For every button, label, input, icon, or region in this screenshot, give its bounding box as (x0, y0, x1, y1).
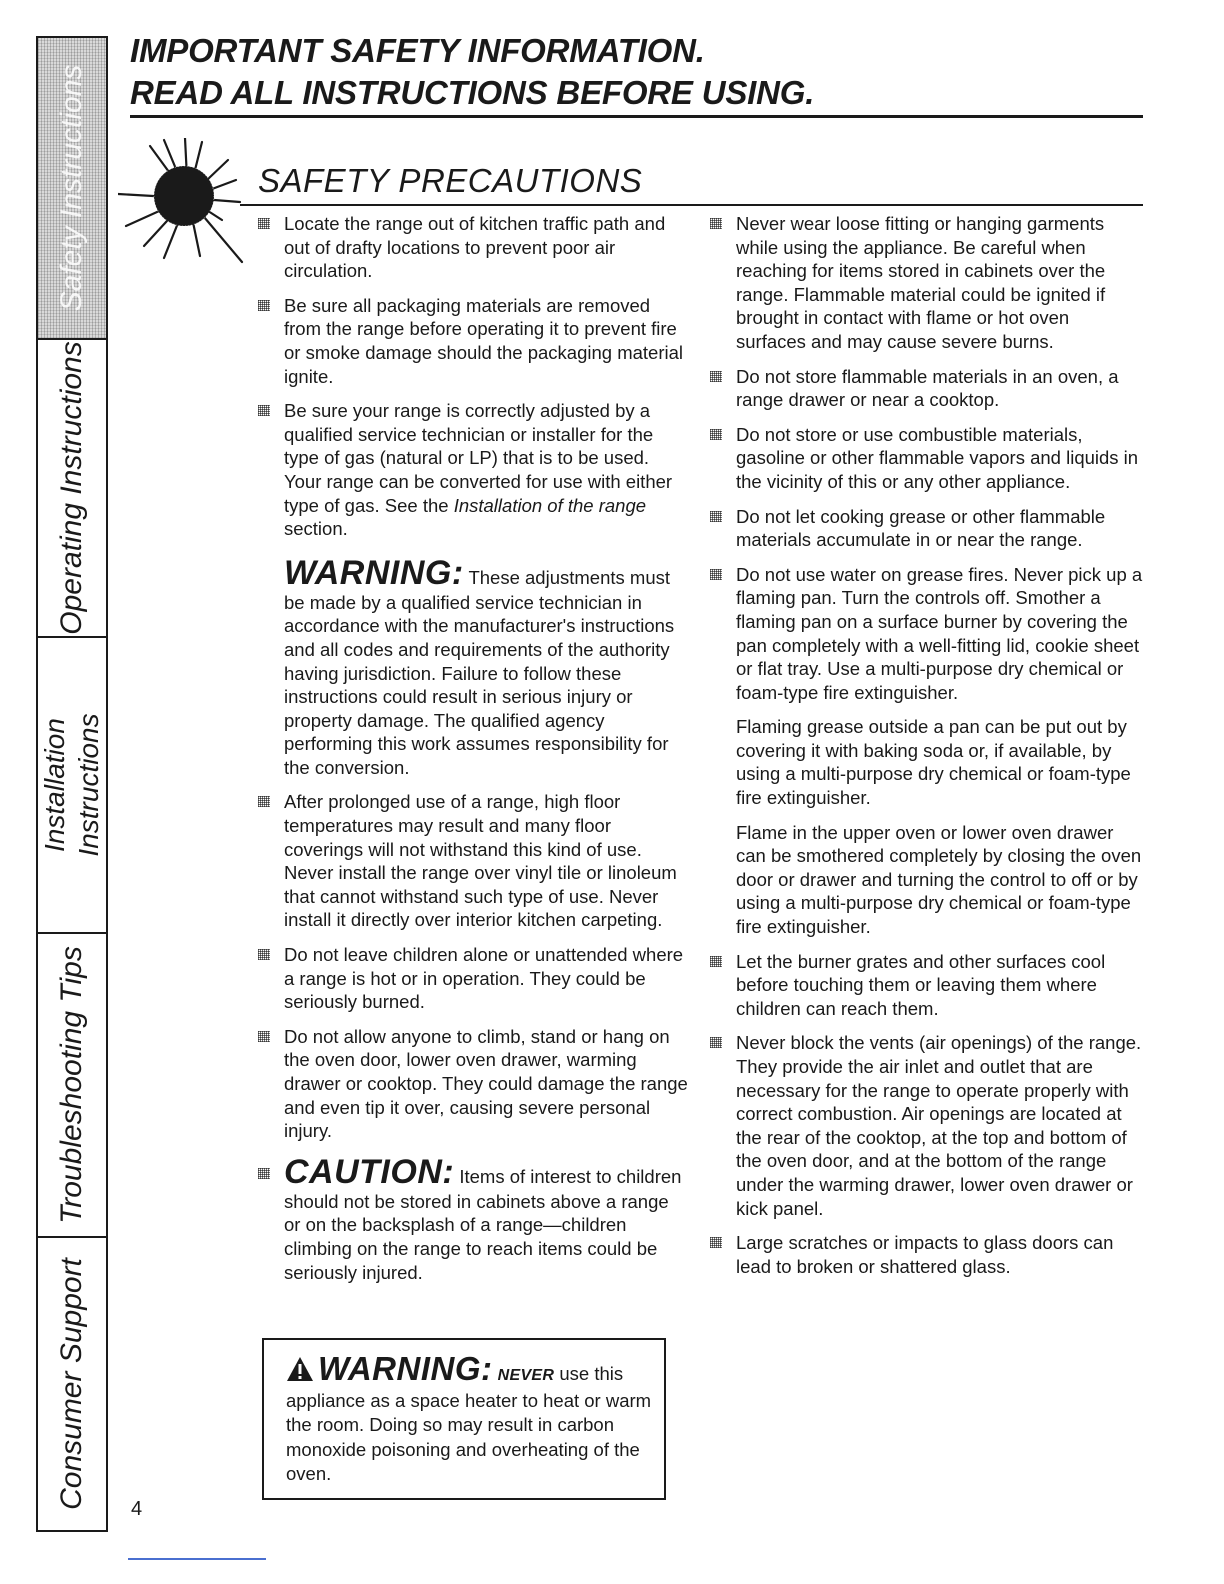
warning-label: WARNING: (284, 553, 464, 592)
tab-label-line: Instructions (73, 713, 104, 857)
page-title (130, 30, 1142, 114)
square-bullet-icon (258, 949, 270, 960)
title-divider (130, 115, 1143, 118)
list-item (258, 1025, 690, 1143)
tab-installation-instructions[interactable] (38, 638, 106, 934)
list-item (710, 365, 1144, 412)
list-item (258, 790, 690, 932)
list-item (710, 505, 1144, 552)
title-line: READ ALL INSTRUCTIONS BEFORE USING. (130, 74, 815, 111)
warning-label: WARNING: (318, 1350, 493, 1387)
warning-triangle-icon (286, 1356, 314, 1382)
page-number: 4 (131, 1498, 143, 1520)
footer-divider (128, 1558, 266, 1560)
square-bullet-icon (710, 956, 722, 967)
list-item (258, 943, 690, 1014)
square-bullet-icon (710, 371, 722, 382)
tab-label: Safety Instructions (55, 64, 88, 312)
tab-troubleshooting-tips[interactable] (38, 934, 106, 1238)
starburst-icon (118, 138, 258, 268)
tab-label: Operating Instructions (55, 341, 88, 635)
paragraph: Flaming grease outside a pan can be put out by covering it with baking soda or, if available, by using a multi-purpose dry chemical or foam-type fire extinguisher. (736, 716, 1131, 809)
tab-operating-instructions[interactable] (38, 340, 106, 638)
warning-text: be made by a qualified service technician in accordance with the manufacturer's instructions and all codes and requirements of the authority having jurisdiction. Failure to follow these instructions could result in serious injury or property damage. The qualified agency performing this work assumes responsibility for the conversion. (284, 591, 675, 778)
square-bullet-icon (258, 300, 270, 311)
square-bullet-icon (258, 1031, 270, 1042)
item-text: Never block the vents (air openings) of the range. They provide the air inlet and outlet that are necessary for the range to operate properly with correct combustion. Air openings are located at the rear of the cooktop, at the top and bottom of the oven door, and at the bottom of the range under the warming drawer, lower oven drawer or kick panel. (736, 1032, 1142, 1219)
item-text: Be sure your range is correctly adjusted by a qualified service technician or installer for the type of gas (natural or LP) that is to be used. Your range can be converted for use with either type of gas. See the (284, 400, 673, 516)
paragraph: Flame in the upper oven or lower oven drawer can be smothered completely by closing the oven door or drawer and turning the control to off or by using a multi-purpose dry chemical or foam-type fire extinguisher. (736, 821, 1142, 938)
list-item (710, 212, 1144, 354)
square-bullet-icon (710, 569, 722, 580)
section-heading: SAFETY PRECAUTIONS (258, 162, 643, 199)
section-tab-strip (36, 36, 108, 1532)
item-text: Large scratches or impacts to glass doors can lead to broken or shattered glass. (736, 1232, 1114, 1277)
warning-box (262, 1338, 666, 1500)
list-item (710, 1231, 1144, 1278)
item-text: Do not use water on grease fires. Never pick up a flaming pan. Turn the controls off. Smother a flaming pan on a surface burner by covering the pan completely with a well-fitting lid, cookie sheet or flat tray. Use a multi-purpose dry chemical or foam-type fire extinguisher. (736, 563, 1143, 703)
caution-label: CAUTION: (284, 1152, 455, 1191)
item-text: Locate the range out of kitchen traffic path and out of drafty locations to prevent poor air circulation. (284, 213, 666, 282)
tab-label: Troubleshooting Tips (55, 946, 88, 1224)
item-text: Never wear loose fitting or hanging garments while using the appliance. Be careful when reaching for items stored in cabinets over the range. Flammable material could be ignited if brought in contact with flame or hot oven surfaces and may cause severe burns. (736, 213, 1106, 352)
list-item (710, 563, 1144, 705)
caution-text: should not be stored in cabinets above a range or on the backsplash of a range—children climbing on the range to reach items could be seriously injured. (284, 1190, 669, 1283)
square-bullet-icon (258, 218, 270, 229)
list-item (710, 950, 1144, 1021)
square-bullet-icon (258, 796, 270, 807)
right-column (710, 212, 1144, 1289)
title-line: IMPORTANT SAFETY INFORMATION. (130, 32, 705, 69)
square-bullet-icon (710, 218, 722, 229)
list-item (258, 212, 690, 283)
square-bullet-icon (710, 1037, 722, 1048)
caution-lead: Items of interest to children (454, 1165, 682, 1187)
tab-label-line: Installation (39, 718, 70, 852)
square-bullet-icon (710, 429, 722, 440)
list-item (258, 294, 690, 388)
item-text: section. (284, 518, 348, 540)
heading-divider (240, 204, 1143, 206)
item-text: Let the burner grates and other surfaces cool before touching them or leaving them where children can reach them. (736, 950, 1106, 1019)
tab-consumer-support[interactable] (38, 1238, 106, 1530)
item-text: Be sure all packaging materials are removed from the range before operating it to prevent fire or smoke damage should the packaging material ignite. (284, 294, 684, 387)
tab-safety-instructions[interactable] (38, 38, 106, 340)
square-bullet-icon (258, 405, 270, 416)
section-reference: Installation of the range (453, 494, 647, 516)
item-text: Do not let cooking grease or other flammable materials accumulate in or near the range. (736, 505, 1106, 551)
list-item (710, 423, 1144, 494)
tab-label: Consumer Support (55, 1258, 88, 1510)
item-text: Do not leave children alone or unattended where a range is hot or in operation. They could be seriously burned. (284, 944, 684, 1013)
left-column (258, 212, 690, 1295)
caution-item (258, 1154, 690, 1284)
warning-paragraph (258, 555, 690, 780)
warning-lead: These adjustments must (463, 566, 670, 588)
warning-text: use this appliance as a space heater to heat or warm the room. Doing so may result in carbon monoxide poisoning and overheating of the oven. (286, 1363, 652, 1484)
tab-label (38, 713, 106, 856)
square-bullet-icon (710, 511, 722, 522)
never-emphasis: NEVER (497, 1367, 555, 1384)
list-item (710, 1031, 1144, 1220)
item-text: Do not allow anyone to climb, stand or hang on the oven door, lower oven drawer, warming drawer or cooktop. They could damage the range and even tip it over, causing severe personal injury. (284, 1025, 688, 1142)
square-bullet-icon (258, 1168, 270, 1179)
item-text: Do not store flammable materials in an oven, a range drawer or near a cooktop. (736, 365, 1119, 411)
square-bullet-icon (710, 1237, 722, 1248)
item-text: Do not store or use combustible materials, gasoline or other flammable vapors and liquids in the vicinity of this or any other appliance. (736, 423, 1139, 492)
item-text: After prolonged use of a range, high floor temperatures may result and many floor coverings will not withstand this kind of use. Never install the range over vinyl tile or linoleum that cannot withstand such type of use. Never install it directly over interior kitchen carpeting. (284, 791, 677, 931)
list-item (258, 399, 690, 541)
